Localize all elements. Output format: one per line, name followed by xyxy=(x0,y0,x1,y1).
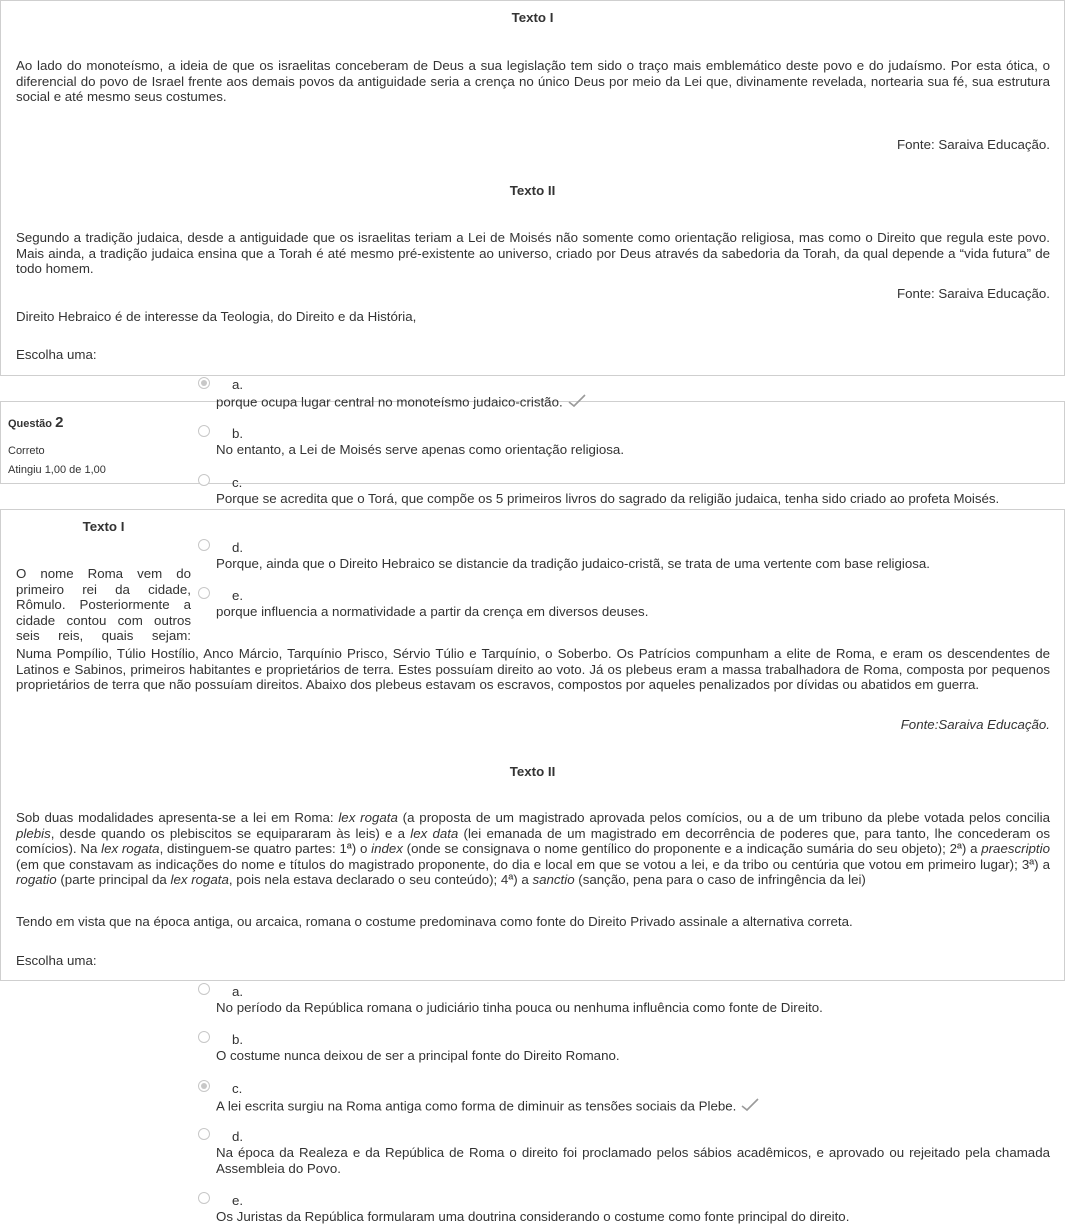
q2-texto2-term: lex rogata xyxy=(101,841,160,856)
q1-option-a-letter: a. xyxy=(232,377,244,392)
q2-texto2-term: sanctio xyxy=(532,872,575,887)
q2-option-b-radio[interactable] xyxy=(198,1031,210,1043)
q2-texto2-part: , desde quando os plebiscitos se equipararam às leis) e a xyxy=(50,825,411,841)
q2-texto2-part: Sob duas modalidades apresenta-se a lei em Roma: xyxy=(16,810,339,825)
q2-texto1-source xyxy=(16,717,1050,733)
q1-option-c-letter: c. xyxy=(232,475,243,490)
q2-texto2-part: , pois nela estava declarado o seu conteúdo); 4ª) a xyxy=(228,872,533,887)
q2-texto2-body xyxy=(16,810,1050,888)
q2-option-c-text-row[interactable] xyxy=(216,1098,1050,1116)
q1-texto1-title: Texto I xyxy=(511,10,554,25)
q2-texto2-term: lex rogata xyxy=(170,872,229,887)
q1-option-e-text[interactable]: porque influencia a normatividade a partir da crença em diversos deuses. xyxy=(216,604,649,619)
q2-choose-label: Escolha uma: xyxy=(16,953,97,968)
q2-option-d-radio[interactable] xyxy=(198,1128,210,1140)
q2-texto2-part: (lei emanada de um magistrado em decorrência de poderes que, para tanto, lhe concederam os comícios). Na xyxy=(16,825,1050,856)
q2-option-a-letter: a. xyxy=(232,984,244,999)
q1-option-d-letter: d. xyxy=(232,540,244,555)
q2-texto2-part: (sanção, pena para o caso de infringência da lei) xyxy=(574,872,866,887)
q1-option-b-letter: b. xyxy=(232,426,244,441)
q2-texto1-source-text: Fonte:Saraiva Educação. xyxy=(900,717,1050,732)
q2-texto2-part: (parte principal da xyxy=(56,872,171,887)
q2-option-e-letter: e. xyxy=(232,1193,244,1208)
q1-option-b-text[interactable]: No entanto, a Lei de Moisés serve apenas como orientação religiosa. xyxy=(216,442,625,457)
q2-texto2-title: Texto II xyxy=(509,764,556,779)
q2-option-e-radio[interactable] xyxy=(198,1192,210,1204)
q2-texto1-line-1: O nome Roma vem do xyxy=(16,566,191,581)
q2-option-b-text[interactable]: O costume nunca deixou de ser a principal fonte do Direito Romano. xyxy=(216,1048,620,1063)
q2-texto1-line-4: cidade contou com outros xyxy=(16,612,191,628)
q2-texto2-term: lex rogata xyxy=(338,810,398,825)
q1-option-e-letter: e. xyxy=(232,588,244,603)
q1-option-d-text[interactable]: Porque, ainda que o Direito Hebraico se distancie da tradição judaico-cristã, se trata de uma vertente com base religiosa. xyxy=(216,556,930,571)
check-icon xyxy=(568,394,586,412)
q1-option-c-text[interactable]: Porque se acredita que o Torá, que compõe os 5 primeiros livros do sagrado da religião judaica, tenha sido criado ao profeta Moisés. xyxy=(216,491,1000,506)
q2-texto2-term: lex data xyxy=(410,825,459,841)
q2-texto2-part: (a proposta de um magistrado aprovada pelos comícios, ou a de um tribuno da plebe votada pelos concilia xyxy=(397,810,1050,825)
q2-texto2-part: , distinguem-se quatro partes: 1ª) o xyxy=(159,841,372,856)
q1-option-b-radio[interactable] xyxy=(198,425,210,437)
q1-option-d-radio[interactable] xyxy=(198,539,210,551)
q2-option-c-text: A lei escrita surgiu na Roma antiga como forma de diminuir as tensões sociais da Plebe. xyxy=(216,1098,737,1114)
q1-texto2-body: Segundo a tradição judaica, desde a antiguidade que os israelitas teriam a Lei de Moisés não somente como orientação religiosa, mas como o Direito que regula este povo. Mais ainda, a tradição judaica ensina que a Torah é até mesmo pré-existente ao universo, criado por Deus através da sabedoria da Torah, da qual depende a “vida futura” de todo homem. xyxy=(16,230,1050,276)
q1-texto2-source: Fonte: Saraiva Educação. xyxy=(896,286,1050,301)
question-grade: Atingiu 1,00 de 1,00 xyxy=(8,464,106,476)
q2-texto2-term: plebis xyxy=(16,825,51,841)
check-icon xyxy=(741,1098,759,1116)
question-status: Correto xyxy=(8,445,45,457)
q2-option-b-letter: b. xyxy=(232,1032,244,1047)
q2-texto1-body: Numa Pompílio, Túlio Hostílio, Anco Márcio, Tarquínio Prisco, Sérvio Túlio e Tarquínio, o Soberbo. Os Patrícios compunham a elite de Roma, e eram os descendentes de Latinos e Sabinos, primeiros habitantes e proprietários de terra. Estes possuíam direito ao voto. Já os plebeus eram a massa trabalhadora de Roma, composta por pequenos proprietários de terra que não possuíam direitos. Abaixo dos plebeus estavam os escravos, compostos por aqueles penalizados por dívidas ou abatidos em guerra. xyxy=(16,646,1050,692)
q1-option-a-radio[interactable] xyxy=(198,377,210,389)
q2-option-c-letter: c. xyxy=(232,1081,243,1096)
q2-option-d-letter: d. xyxy=(232,1129,244,1144)
q2-option-e-text[interactable]: Os Juristas da República formularam uma doutrina considerando o costume como fonte principal do direito. xyxy=(216,1209,850,1224)
q1-option-e-radio[interactable] xyxy=(198,587,210,599)
q2-texto1-line-2: primeiro rei da cidade, xyxy=(16,581,191,597)
q1-option-c-radio[interactable] xyxy=(198,474,210,486)
q2-prompt: Tendo em vista que na época antiga, ou arcaica, romana o costume predominava como fonte do Direito Privado assinale a alternativa correta. xyxy=(16,914,853,929)
q2-texto1-title: Texto I xyxy=(82,519,125,534)
q2-texto2-term: index xyxy=(371,841,403,856)
q1-texto1-source: Fonte: Saraiva Educação. xyxy=(896,137,1050,152)
q2-option-d-text[interactable]: Na época da Realeza e da República de Roma o direito foi proclamado pelos sábios acadêmicos, e aprovado ou rejeitado pela chamada Assembleia do Povo. xyxy=(216,1145,1050,1176)
q1-prompt: Direito Hebraico é de interesse da Teologia, do Direito e da História, xyxy=(16,309,417,324)
q2-texto2-part: (onde se consignava o nome gentílico do proponente e a indicação sumária do seu objeto); 2ª) a xyxy=(402,841,982,856)
q1-choose-label: Escolha uma: xyxy=(16,347,97,362)
question-label: Questão xyxy=(8,418,53,430)
question-number-value: 2 xyxy=(55,414,64,431)
q2-option-a-radio[interactable] xyxy=(198,983,210,995)
q2-option-c-radio[interactable] xyxy=(198,1080,210,1092)
q2-texto2-term: rogatio xyxy=(16,872,57,887)
q2-texto1-line-3: Rômulo. Posteriormente a xyxy=(16,597,191,612)
q2-texto1-line-5: seis reis, quais sejam: xyxy=(16,628,191,643)
question-number xyxy=(8,414,63,431)
q2-texto2-term: praescriptio xyxy=(981,841,1050,856)
q2-texto1-column xyxy=(16,566,191,644)
q1-option-a-text: porque ocupa lugar central no monoteísmo judaico-cristão. xyxy=(216,394,563,410)
q1-texto1-body: Ao lado do monoteísmo, a ideia de que os israelitas conceberam de Deus a sua legislação tem sido o traço mais emblemático deste povo e do judaísmo. Por esta ótica, o diferencial do povo de Israel frente aos demais povos da antiguidade seria a crença no único Deus por meio da Lei que, divinamente revelada, nortearia sua fé, sua estrutura social e até mesmo seus costumes. xyxy=(16,58,1050,104)
q2-texto2-part: (em que constavam as indicações do nome e títulos do magistrado proponente, do dia e local em que se votou a lei, e da tribo ou centúria que votou em primeiro lugar); 3ª) a xyxy=(16,856,1050,872)
q2-option-a-text[interactable]: No período da República romana o judiciário tinha pouca ou nenhuma influência como fonte de Direito. xyxy=(216,1000,823,1015)
q1-texto2-title: Texto II xyxy=(509,183,556,198)
q1-option-a-text-row[interactable] xyxy=(216,394,1050,412)
